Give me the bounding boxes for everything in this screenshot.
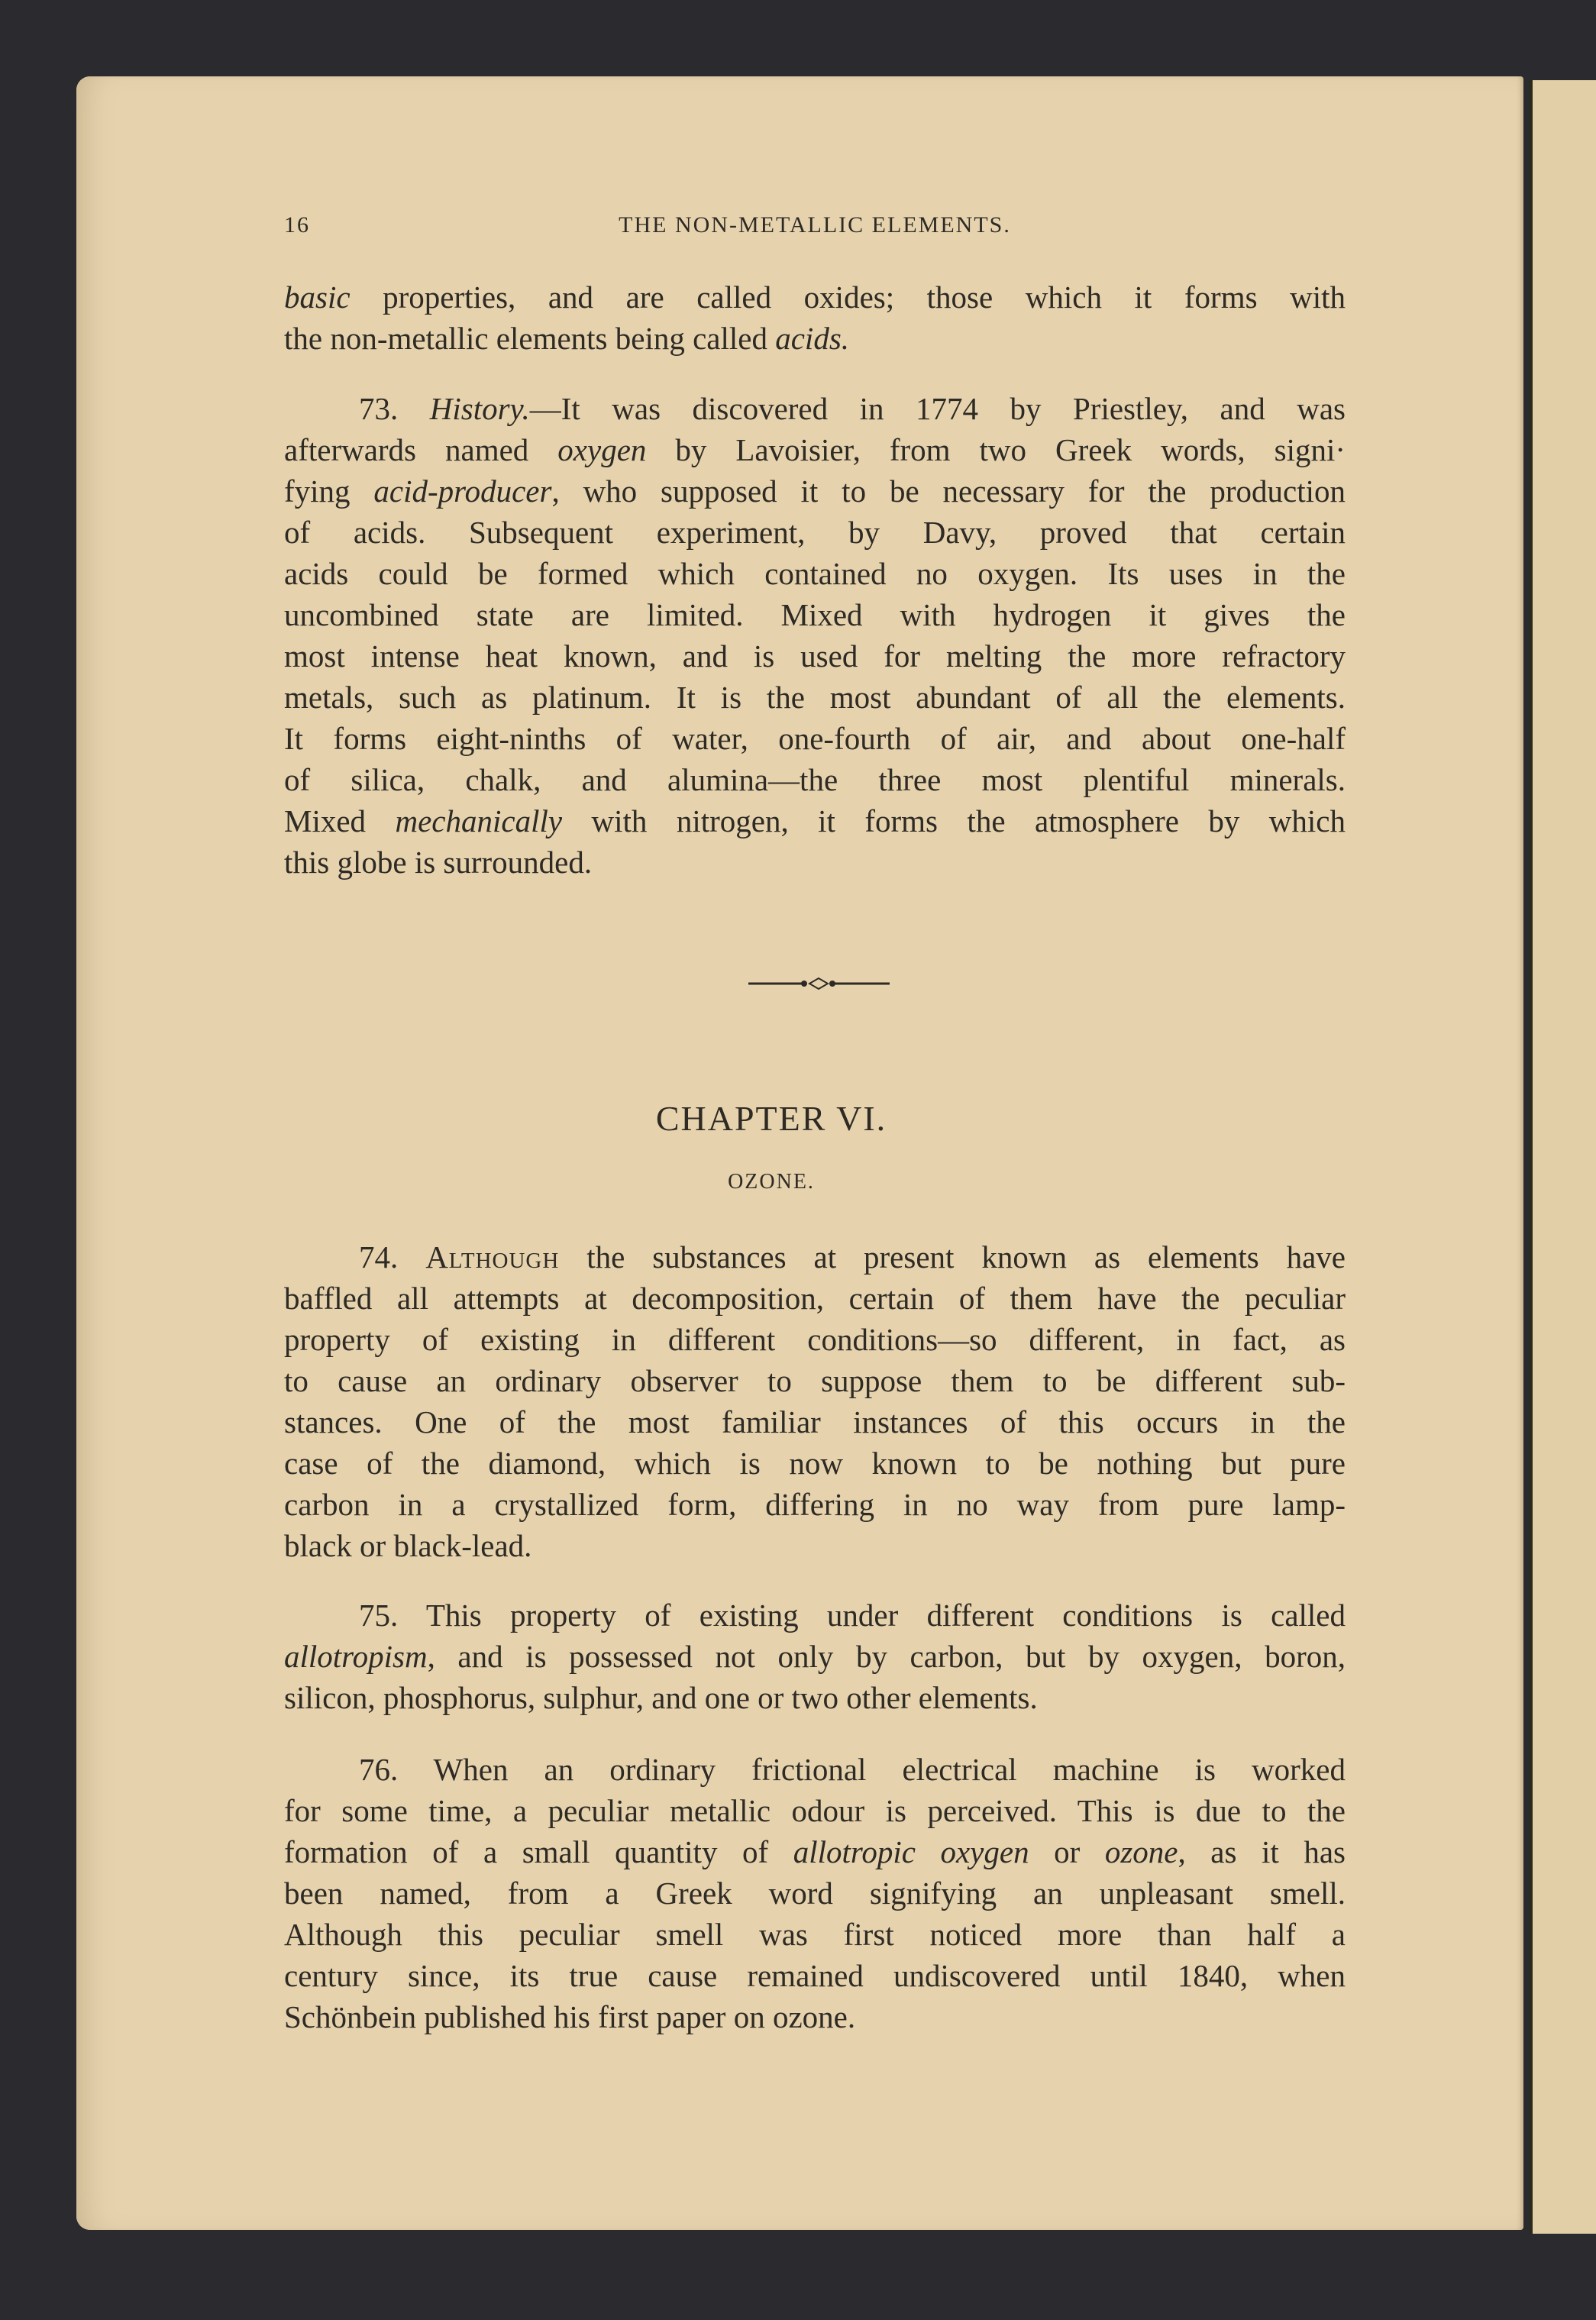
text-run: black or black-lead. (284, 1528, 532, 1563)
text-run: with nitrogen, it forms the atmosphere by which (562, 803, 1346, 838)
small-caps-text: Although (425, 1239, 560, 1275)
chapter-subtitle: OZONE. (728, 1170, 815, 1194)
text-run: most intense heat known, and is used for melting the more refractory (284, 638, 1346, 674)
italic-text: mechanically (395, 803, 563, 838)
p-76-line (284, 1955, 1346, 1996)
p-76-line (284, 1872, 1346, 1914)
text-run: fying (284, 473, 374, 509)
text-run: property of existing in different conditions—so different, in fact, as (284, 1322, 1346, 1357)
text-run: the substances at present known as elements have (559, 1239, 1346, 1275)
p-74-line (284, 1443, 1346, 1484)
text-run: properties, and are called oxides; those which it forms with (350, 279, 1346, 315)
text-run: of silica, chalk, and alumina—the three most plentiful minerals. (284, 762, 1346, 797)
text-run: 75. This property of existing under different conditions is called (359, 1598, 1346, 1633)
p-74-line (284, 1525, 1346, 1566)
p-74-line (284, 1236, 1346, 1278)
section-divider-ornament (748, 976, 890, 991)
text-run: or (1029, 1834, 1105, 1869)
text-run: of acids. Subsequent experiment, by Davy, proved that certain (284, 515, 1346, 550)
text-run: formation of a small quantity of (284, 1834, 793, 1869)
p-76-line (284, 1749, 1346, 1790)
p-76-line (284, 1914, 1346, 1955)
p-73-line (284, 718, 1346, 759)
italic-text: allotropic oxygen (793, 1834, 1029, 1869)
p-75-line (284, 1595, 1346, 1636)
p-74-line (284, 1360, 1346, 1401)
text-run: 76. When an ordinary frictional electrical machine is worked (359, 1752, 1346, 1787)
p-75-line (284, 1677, 1346, 1718)
p-74-line (284, 1278, 1346, 1319)
text-run: Although this peculiar smell was first noticed more than half a (284, 1917, 1346, 1952)
p-73-line (284, 635, 1346, 677)
italic-text: ozone (1104, 1834, 1178, 1869)
page-number: 16 (284, 212, 310, 237)
p-73-line (284, 677, 1346, 718)
text-run: to cause an ordinary observer to suppose them to be different sub- (284, 1363, 1346, 1398)
text-run: silicon, phosphorus, sulphur, and one or two other elements. (284, 1680, 1038, 1715)
text-run: 74. (359, 1239, 426, 1275)
p-76-line (284, 1831, 1346, 1872)
text-run: the non-metallic elements being called (284, 321, 776, 356)
next-page-edge (1529, 80, 1596, 2234)
text-run: , who supposed it to be necessary for the production (551, 473, 1346, 509)
italic-text: allotropism (284, 1639, 428, 1674)
text-run: 73. (359, 391, 430, 426)
text-run: stances. One of the most familiar instances of this occurs in the (284, 1404, 1346, 1439)
running-title: THE NON-METALLIC ELEMENTS. (619, 212, 1011, 237)
p-76-line (284, 1790, 1346, 1831)
p-73-line (284, 842, 1346, 883)
text-run: Mixed (284, 803, 396, 838)
text-run: carbon in a crystallized form, differing in no way from pure lamp- (284, 1487, 1346, 1522)
text-run: afterwards named (284, 432, 558, 467)
text-run: century since, its true cause remained undiscovered until 1840, when (284, 1958, 1346, 1993)
italic-text: History. (429, 391, 530, 426)
p-73-line (284, 429, 1346, 470)
text-run: this globe is surrounded. (284, 845, 593, 880)
p-73-line (284, 553, 1346, 594)
text-run: for some time, a peculiar metallic odour is perceived. This is due to the (284, 1793, 1346, 1828)
text-run: case of the diamond, which is now known to be nothing but pure (284, 1446, 1346, 1481)
text-run: , as it has (1178, 1834, 1346, 1869)
italic-text: acids. (775, 321, 850, 356)
text-run: acids could be formed which contained no oxygen. Its uses in the (284, 556, 1346, 591)
text-run: uncombined state are limited. Mixed with hydrogen it gives the (284, 597, 1346, 632)
italic-text: oxygen (557, 432, 647, 467)
p-74-line (284, 1401, 1346, 1443)
italic-text: basic (284, 279, 351, 315)
p-74-line (284, 1319, 1346, 1360)
p-74-line (284, 1484, 1346, 1525)
text-run: by Lavoisier, from two Greek words, signi· (646, 432, 1346, 467)
chapter-title: CHAPTER VI. (655, 1099, 887, 1138)
p-73-line (284, 594, 1346, 635)
p-73-line (284, 759, 1346, 800)
text-run: Schönbein published his first paper on ozone. (284, 1999, 856, 2034)
p-76-line (284, 1996, 1346, 2037)
text-run: It forms eight-ninths of water, one-fourth of air, and about one-half (284, 721, 1346, 756)
p-73-line (284, 512, 1346, 553)
text-run: —It was discovered in 1774 by Priestley, and was (529, 391, 1346, 426)
text-run: been named, from a Greek word signifying an unpleasant smell. (284, 1876, 1346, 1911)
p-75-line (284, 1636, 1346, 1677)
text-run: metals, such as platinum. It is the most abundant of all the elements. (284, 680, 1346, 715)
text-run: , and is possessed not only by carbon, but by oxygen, boron, (427, 1639, 1346, 1674)
italic-text: acid-producer (373, 473, 552, 509)
p-73-line (284, 800, 1346, 842)
text-run: baffled all attempts at decomposition, certain of them have the peculiar (284, 1281, 1346, 1316)
p-73-line (284, 470, 1346, 512)
p-continued-line (284, 318, 1346, 359)
p-73-line (284, 388, 1346, 429)
p-continued-line (284, 276, 1346, 318)
